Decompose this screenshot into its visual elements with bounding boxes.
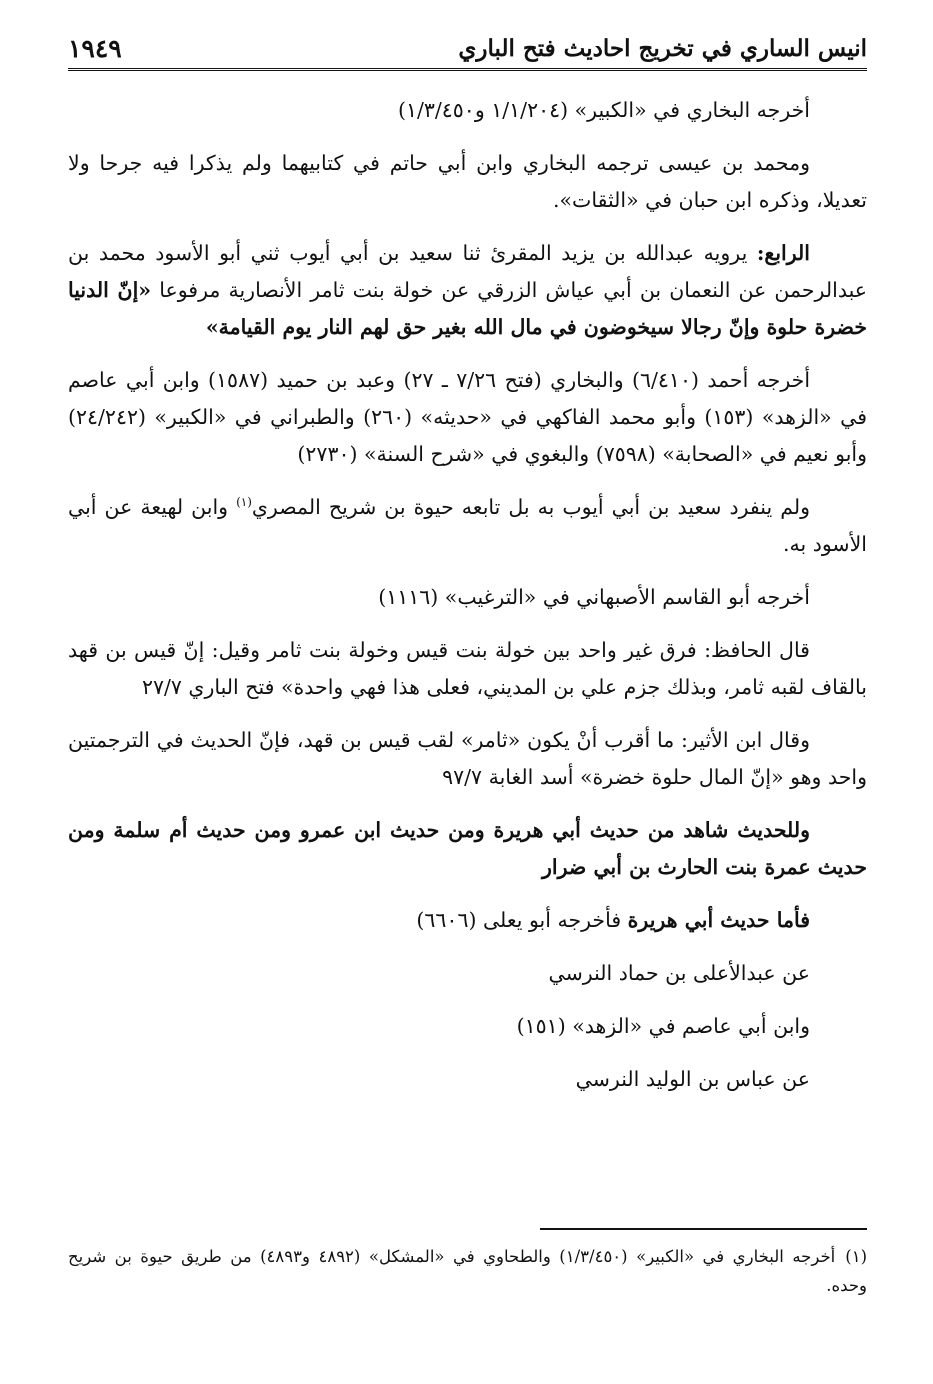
- paragraph-10-rest: فأخرجه أبو يعلى (٦٦٠٦): [416, 908, 628, 932]
- paragraph-5-b: وابن لهيعة عن أبي الأسود به.: [68, 495, 867, 556]
- paragraph-3-text: يرويه عبدالله بن يزيد المقرئ ثنا سعيد بن أبي أيوب ثني أبو الأسود محمد بن عبدالرحمن عن النعمان بن أبي عياش الزرقي عن خولة بنت ثامر الأنصارية مرفوعا: [68, 241, 867, 302]
- paragraph-8: وقال ابن الأثير: ما أقرب أنْ يكون «ثامر» لقب قيس بن قهد، فإنّ الحديث في الترجمتين واحد وهو «إنّ المال حلوة خضرة» أسد الغابة ٩٧/٧: [68, 728, 867, 789]
- paragraph-1: أخرجه البخاري في «الكبير» (١/١/٢٠٤ و١/٣/٤٥٠): [397, 98, 810, 122]
- page-number: ١٩٤٩: [68, 33, 122, 63]
- hadith-text: «إنّ الدنيا خضرة حلوة وإنّ رجالا سيخوضون في مال الله بغير حق لهم النار يوم القيامة»: [68, 278, 867, 339]
- paragraph-4: أخرجه أحمد (٦/٤١٠) والبخاري (فتح ٧/٢٦ ـ ٢٧) وعبد بن حميد (١٥٨٧) وابن أبي عاصم في «الزهد» (١٥٣) وأبو محمد الفاكهي في «حديثه» (٢٦٠) والطبراني في «الكبير» (٢٤/٢٤٢) وأبو نعيم في «الصحابة» (٧٥٩٨) والبغوي في «شرح السنة» (٢٧٣٠): [68, 368, 868, 466]
- footnotes: [68, 1242, 867, 1300]
- section-lead: الرابع:: [756, 241, 810, 265]
- paragraph-7: قال الحافظ: فرق غير واحد بين خولة بنت قيس وخولة بنت ثامر وقيل: إنّ قيس بن قهد بالقاف لقبه ثامر، وبذلك جزم علي بن المديني، فعلى هذا فهي واحدة» فتح الباري ٢٧/٧: [68, 638, 867, 699]
- paragraph-5: [68, 489, 867, 563]
- paragraph-6: أخرجه أبو القاسم الأصبهاني في «الترغيب» (١١١٦): [378, 585, 810, 609]
- paragraph-3: [68, 235, 867, 346]
- paragraph-11: عن عبدالأعلى بن حماد النرسي: [548, 961, 810, 985]
- footnote-item: [68, 1242, 867, 1300]
- paragraph-2: ومحمد بن عيسى ترجمه البخاري وابن أبي حاتم في كتابيهما ولم يذكرا فيه جرحا ولا تعديلا، وذكره ابن حبان في «الثقات».: [68, 151, 867, 212]
- paragraph-9: وللحديث شاهد من حديث أبي هريرة ومن حديث ابن عمرو ومن حديث أم سلمة ومن حديث عمرة بنت الحارث بن أبي ضرار: [68, 818, 867, 879]
- paragraph-10-bold: فأما حديث أبي هريرة: [627, 908, 810, 932]
- page-header: [68, 28, 867, 71]
- paragraph-5-a: ولم ينفرد سعيد بن أبي أيوب به بل تابعه حيوة بن شريح المصري: [251, 495, 810, 519]
- paragraph-10: [68, 902, 867, 939]
- paragraph-13: عن عباس بن الوليد النرسي: [575, 1067, 810, 1091]
- footnote-text: أخرجه البخاري في «الكبير» (١/٣/٤٥٠) والطحاوي في «المشكل» (٤٨٩٢ و٤٨٩٣) من طريق حيوة بن شريح وحده.: [68, 1247, 867, 1295]
- footnote-number: (١): [845, 1247, 868, 1266]
- footnote-divider: [540, 1228, 867, 1230]
- page-body: [68, 92, 867, 1114]
- running-title: انيس الساري في تخريج احاديث فتح الباري: [458, 34, 867, 62]
- paragraph-12: وابن أبي عاصم في «الزهد» (١٥١): [516, 1014, 810, 1038]
- footnote-marker: (١): [236, 495, 252, 510]
